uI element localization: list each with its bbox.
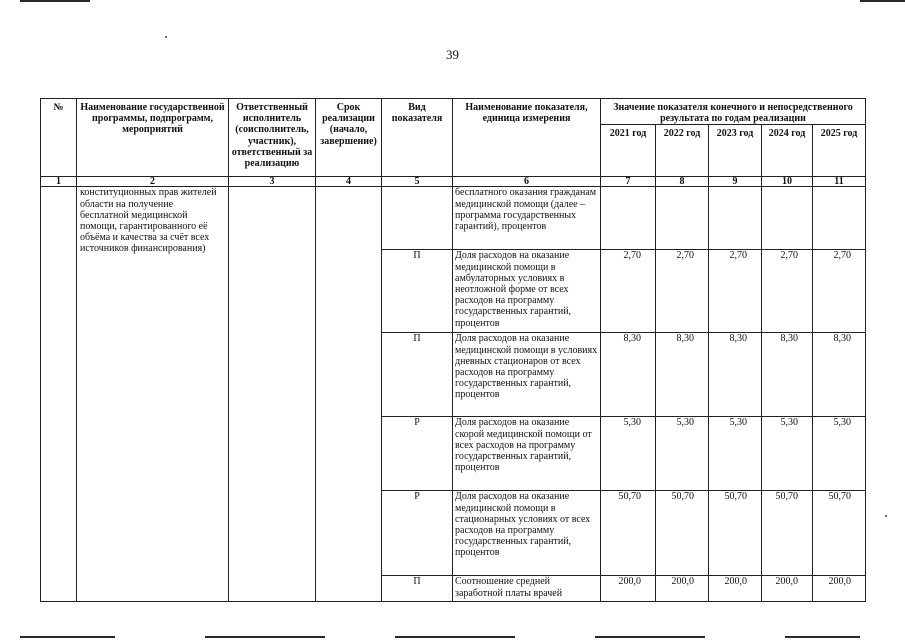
column-number: 8	[656, 177, 709, 187]
value-2022: 200,0	[656, 576, 709, 602]
column-number: 2	[77, 177, 229, 187]
indicator-type-cell: Р	[382, 417, 453, 491]
value-2021: 5,30	[601, 417, 656, 491]
header-year-2024: 2024 год	[762, 125, 813, 177]
column-number: 6	[453, 177, 601, 187]
value-2023: 8,30	[709, 333, 762, 417]
header-year-2021: 2021 год	[601, 125, 656, 177]
indicator-type-cell: П	[382, 333, 453, 417]
scan-line-top-left	[20, 0, 90, 2]
value-2025: 8,30	[813, 333, 866, 417]
value-2023: 50,70	[709, 491, 762, 576]
program-name-cell: конституционных прав жителей области на получение бесплатной медицинской помощи, гарантированного её объёма и качества за счёт всех источников финансирования)	[77, 187, 229, 602]
value-2025: 200,0	[813, 576, 866, 602]
period-cell	[316, 187, 382, 602]
value-2022: 5,30	[656, 417, 709, 491]
scan-speck	[885, 515, 887, 517]
value-2021: 200,0	[601, 576, 656, 602]
scan-speck	[165, 36, 167, 38]
indicator-name-cell: Соотношение средней заработной платы врачей	[453, 576, 601, 602]
column-number: 3	[229, 177, 316, 187]
indicator-type-cell: П	[382, 576, 453, 602]
value-2022: 8,30	[656, 333, 709, 417]
value-2025: 5,30	[813, 417, 866, 491]
executor-cell	[229, 187, 316, 602]
column-number: 1	[41, 177, 77, 187]
indicator-type-cell: П	[382, 250, 453, 333]
value-2022	[656, 187, 709, 250]
header-program-name: Наименование государственной программы, подпрограмм, мероприятий	[77, 99, 229, 177]
value-2021: 50,70	[601, 491, 656, 576]
indicator-type-cell	[382, 187, 453, 250]
indicator-type-cell: Р	[382, 491, 453, 576]
column-number-row	[41, 177, 866, 187]
scan-line-bottom-3	[395, 636, 515, 638]
scan-line-top-right	[860, 0, 905, 2]
header-indicator-type: Вид показателя	[382, 99, 453, 177]
value-2023	[709, 187, 762, 250]
scan-line-bottom-4	[595, 636, 705, 638]
table-row	[41, 187, 866, 250]
header-num: №	[41, 99, 77, 177]
value-2024	[762, 187, 813, 250]
value-2025: 50,70	[813, 491, 866, 576]
column-number: 9	[709, 177, 762, 187]
value-2021	[601, 187, 656, 250]
value-2022: 50,70	[656, 491, 709, 576]
header-period: Срок реализации (начало, завершение)	[316, 99, 382, 177]
indicator-name-cell: Доля расходов на оказание медицинской помощи в условиях дневных стационаров от всех расходов на программу государственных гарантий, процентов	[453, 333, 601, 417]
header-indicator-name: Наименование показателя, единица измерения	[453, 99, 601, 177]
value-2024: 50,70	[762, 491, 813, 576]
header-year-2022: 2022 год	[656, 125, 709, 177]
value-2025: 2,70	[813, 250, 866, 333]
header-year-2025: 2025 год	[813, 125, 866, 177]
indicator-name-cell: Доля расходов на оказание скорой медицинской помощи от всех расходов на программу государственных гарантий, процентов	[453, 417, 601, 491]
value-2025	[813, 187, 866, 250]
indicator-name-cell: Доля расходов на оказание медицинской помощи в стационарных условиях от всех расходов на программу государственных гарантий, процентов	[453, 491, 601, 576]
scan-line-bottom-5	[785, 636, 860, 638]
value-2021: 8,30	[601, 333, 656, 417]
header-year-2023: 2023 год	[709, 125, 762, 177]
value-2023: 2,70	[709, 250, 762, 333]
indicator-name-cell: Доля расходов на оказание медицинской помощи в амбулаторных условиях в неотложной форме от всех расходов на программу государственных гарантий, процентов	[453, 250, 601, 333]
value-2023: 200,0	[709, 576, 762, 602]
scan-line-bottom-1	[20, 636, 115, 638]
indicator-name-cell: бесплатного оказания гражданам медицинской помощи (далее – программа государственных гарантий), процентов	[453, 187, 601, 250]
value-2022: 2,70	[656, 250, 709, 333]
column-number: 11	[813, 177, 866, 187]
column-number: 4	[316, 177, 382, 187]
value-2021: 2,70	[601, 250, 656, 333]
value-2024: 5,30	[762, 417, 813, 491]
scan-line-bottom-2	[205, 636, 325, 638]
column-number: 10	[762, 177, 813, 187]
value-2023: 5,30	[709, 417, 762, 491]
page-number: 39	[446, 47, 459, 62]
value-2024: 200,0	[762, 576, 813, 602]
indicator-table	[40, 98, 866, 602]
header-values-group: Значение показателя конечного и непосредственного результата по годам реализации	[601, 99, 866, 125]
value-2024: 2,70	[762, 250, 813, 333]
header-executor: Ответственный исполнитель (соисполнитель, участник), ответственный за реализацию	[229, 99, 316, 177]
column-number: 5	[382, 177, 453, 187]
column-number: 7	[601, 177, 656, 187]
row-num-cell	[41, 187, 77, 602]
value-2024: 8,30	[762, 333, 813, 417]
